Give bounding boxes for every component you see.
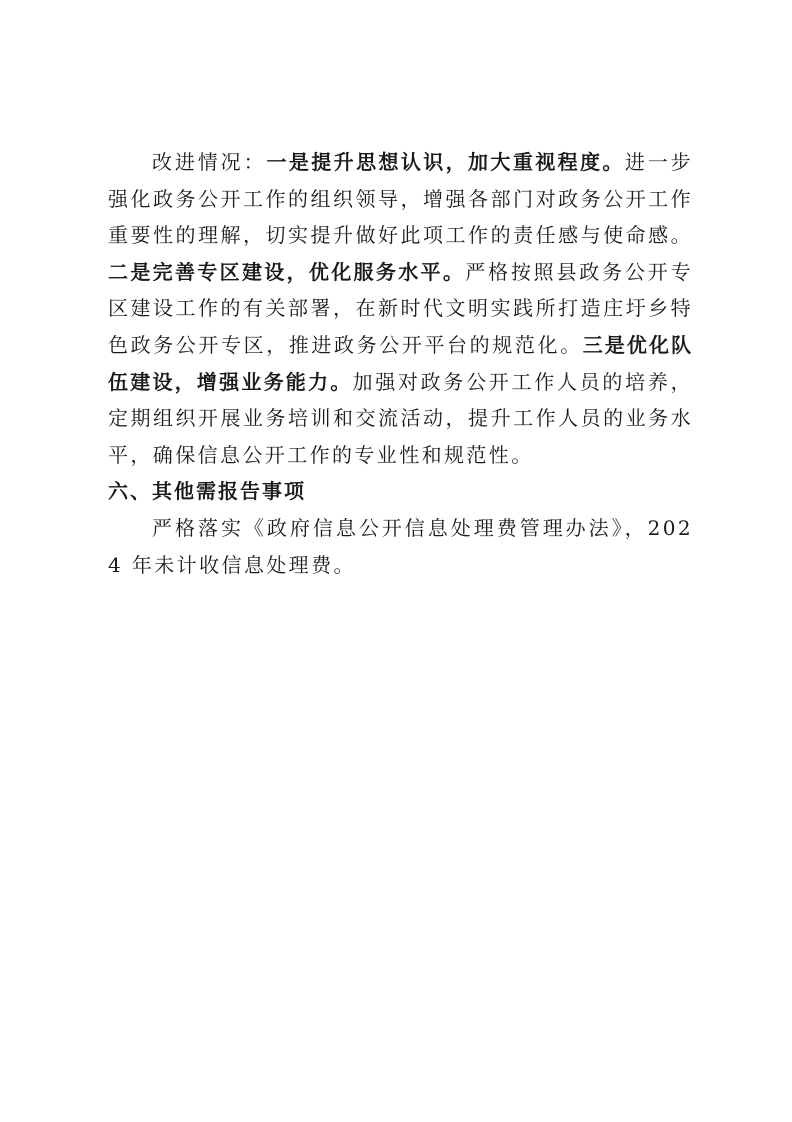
improvement-point-2: 二是完善专区建设，优化服务水平。 xyxy=(108,259,466,284)
section-heading: 六、其他需报告事项 xyxy=(108,479,306,504)
improvement-point-3: 三是优化队伍建设，增强业务能力。 xyxy=(108,332,694,394)
improvement-point-1: 一是提升思想认识，加大重视程度。 xyxy=(266,150,625,174)
improvement-text-2: 严格按照县政务公开专区建设工作的有关部署，在新时代文明实践所打造庄圩乡特色政务公开专区，推进政务公开平台的规范化。 xyxy=(108,259,694,357)
improvement-text-1: 进一步强化政务公开工作的组织领导，增强各部门对政务公开工作重要性的理解，切实提升做好此项工作的责任感与使命感。 xyxy=(108,150,694,248)
document-content xyxy=(108,144,693,583)
improvement-text-3: 加强对政务公开工作人员的培养，定期组织开展业务培训和交流活动，提升工作人员的业务水平，确保信息公开工作的专业性和规范性。 xyxy=(108,369,694,467)
improvement-paragraph xyxy=(108,144,693,473)
section-body: 严格落实《政府信息公开信息处理费管理办法》，2024 年未计收信息处理费。 xyxy=(108,515,693,577)
improvement-intro: 改进情况： xyxy=(152,150,267,174)
